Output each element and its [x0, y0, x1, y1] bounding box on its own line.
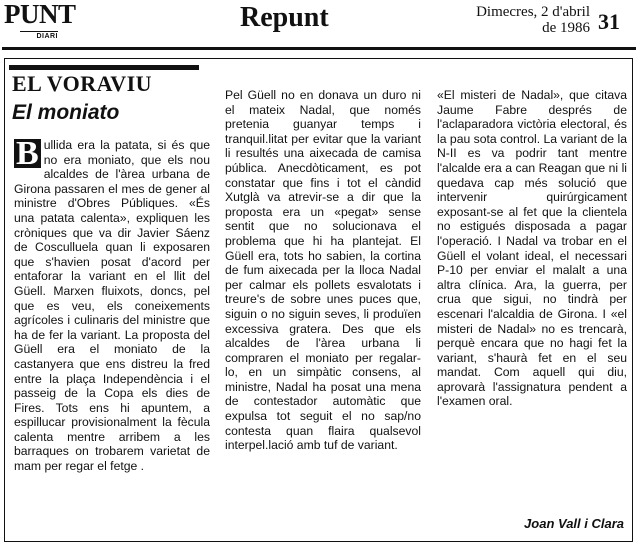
issue-date-line2: de 1986: [542, 20, 590, 36]
newspaper-logo: PUNT: [4, 0, 76, 29]
article-column-2: [225, 88, 421, 453]
page-number: 31: [598, 9, 620, 34]
issue-date: [450, 4, 590, 36]
newspaper-logo-subtitle: DIARI: [20, 31, 58, 40]
column-1-text: [14, 135, 210, 474]
column-1-body: ullida era la patata, si és que no era moniato, que els nou alcaldes de l'àrea urbana de Girona passaren el mes de gener al ministre d'Obres Públiques. «És una patata calenta», expliquen les cròniques que va dir Javier Sáenz de Cosculluela quan li exposaren que s'havien posat d'acord per entaforar la variant en el llit del Güell. Marxen fluixots, doncs, pel que es veu, els coneixements agrícoles i culinaris del ministre que ha de fer la variant. La proposta del Güell era el moniato de la castanyera que ens distreu la fred entre la plaça Independència i el passeig de la Copa els dies de Fires. Tots ens hi apuntem, a espillucar provisionalment la fècula calenta mentre arribem a les barraques on trobarem varietat de mam per regar el fetge .: [14, 138, 210, 474]
column-3-text: «El misteri de Nadal», que citava Jaume Fabre després de l'aclaparadora victòria electoral, és la pau sota control. La variant de la N-II es va podrir tant mentre l'alcalde era a can Reagan que ni li quedava cap més solució que intervenir quirúrgicament exposant-se al fet que la clientela no estigués disposada a pagar l'operació. I Nadal va trobar en el Güell el volant ideal, el necessari P-10 per enviar el malalt a una altra clínica. Ara, la guerra, per crua que sigui, no tindrà per escenari l'alcaldia de Girona. I «el misteri de Nadal» no es trencarà, perquè encara que no hagi fet la variant, s'haurà fet en el seu mandat. Com aquell qui diu, aprovarà l'assignatura pendent a l'examen oral.: [437, 88, 627, 409]
title-bar: [9, 65, 199, 70]
drop-cap: B: [16, 135, 39, 172]
article-title: El moniato: [12, 101, 120, 124]
article-column-1: [14, 135, 210, 474]
page-header: [0, 0, 638, 46]
issue-date-line1: Dimecres, 2 d'abril: [476, 4, 590, 20]
author-signature: Joan Vall i Clara: [524, 516, 624, 531]
header-rule: [2, 47, 636, 50]
article-column-3: [437, 88, 627, 409]
article-kicker: EL VORAVIU: [12, 71, 153, 96]
section-title: Repunt: [240, 2, 329, 33]
column-2-text: Pel Güell no en donava un duro ni el mateix Nadal, que només pretenia guanyar temps i tranquil.litat per evitar que la variant li resultés una aixecada de camisa pública. Anecdòticament, es pot constatar que fins i tot el càndid Xutglà va atrevir-se a dir que la proposta era un «pegat» sense sentit que no solucionava el problema que hi ha plantejat. El Güell era, tots ho sabien, la cortina de fum aixecada per la lloca Nadal per calmar els pollets esvalotats i treure's de sobre unes puces que, siguin o no siguin seves, li produïen excessiva gratera. Des que els alcaldes de l'àrea urbana li compraren el moniato per regalar-lo, en un simpàtic consens, al ministre, Nadal ha posat una mena de contestador automàtic que expulsa tot seguit el no sap/no contesta quan flaira qualsevol interpel.lació amb tuf de variant.: [225, 88, 421, 453]
